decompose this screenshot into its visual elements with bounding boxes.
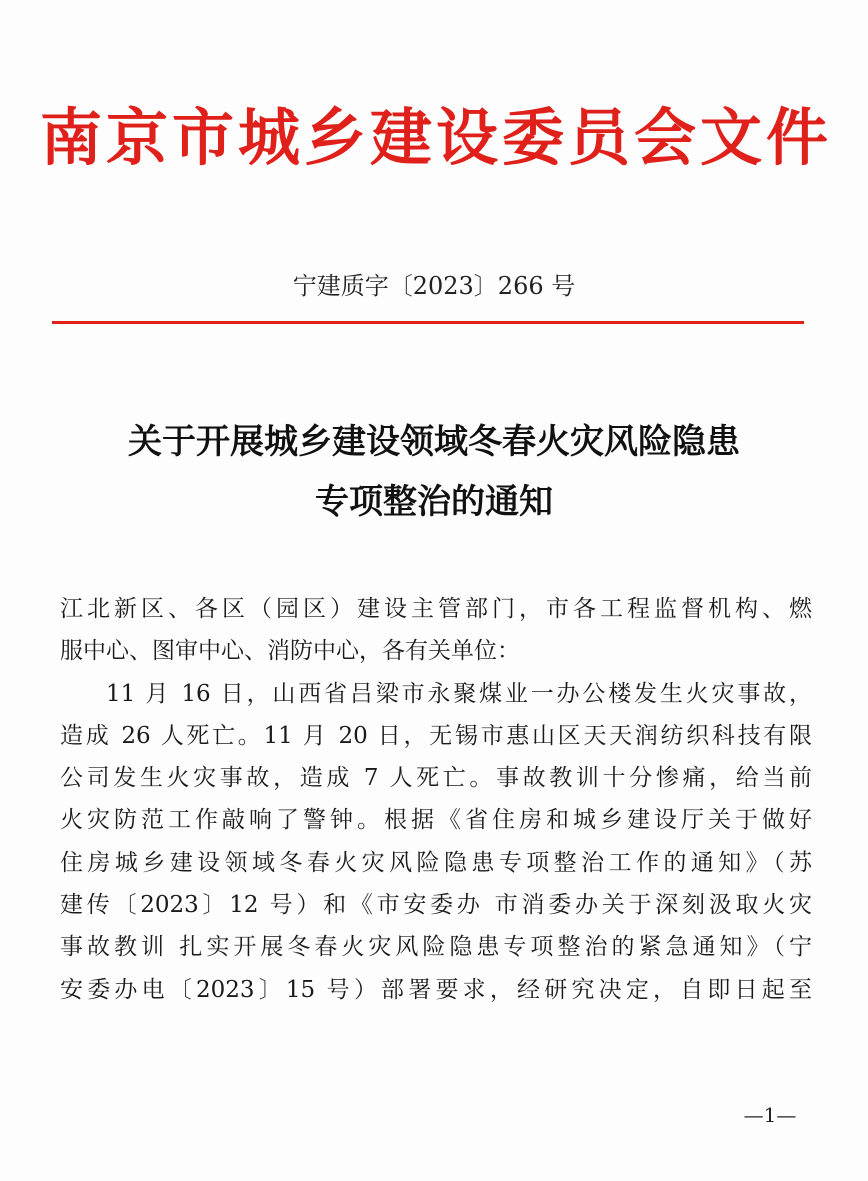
paragraph-line-1: 11 月 16 日，山西省吕梁市永聚煤业一办公楼发生火灾事故， [106,680,812,707]
red-divider-line [52,321,804,324]
paragraph-line-3: 公司发生火灾事故，造成 7 人死亡。事故教训十分惨痛，给当前 [60,765,812,792]
paragraph-line-6: 建传〔2023〕12 号）和《市安委办 市消委办关于深刻汲取火灾 [60,892,812,919]
paragraph-line-8: 安委办电〔2023〕15 号）部署要求，经研究决定，自即日起至 [60,976,812,1003]
recipients-line-2: 服中心、图审中心、消防中心，各有关单位： [60,638,520,665]
title-line-2: 专项整治的通知 [315,482,553,522]
paragraph-line-7: 事故教训 扎实开展冬春火灾风险隐患专项整治的紧急通知》（宁 [60,934,812,961]
page-number: —1— [743,1103,797,1127]
document-title [40,412,828,532]
title-line-1: 关于开展城乡建设领域冬春火灾风险隐患 [128,422,740,462]
document-body [60,588,812,1011]
paragraph-line-5: 住房城乡建设领域冬春火灾风险隐患专项整治工作的通知》（苏 [60,849,812,876]
organization-header: 南京市城乡建设委员会文件 [40,101,833,174]
recipients-line-1: 江北新区、各区（园区）建设主管部门，市各工程监督机构、燃 [60,596,812,622]
paragraph-line-4: 火灾防范工作敲响了警钟。根据《省住房和城乡建设厅关于做好 [60,807,812,834]
paragraph-line-2: 造成 26 人死亡。11 月 20 日，无锡市惠山区天天润纺织科技有限 [60,722,812,749]
document-number: 宁建质字〔2023〕266 号 [292,272,576,300]
